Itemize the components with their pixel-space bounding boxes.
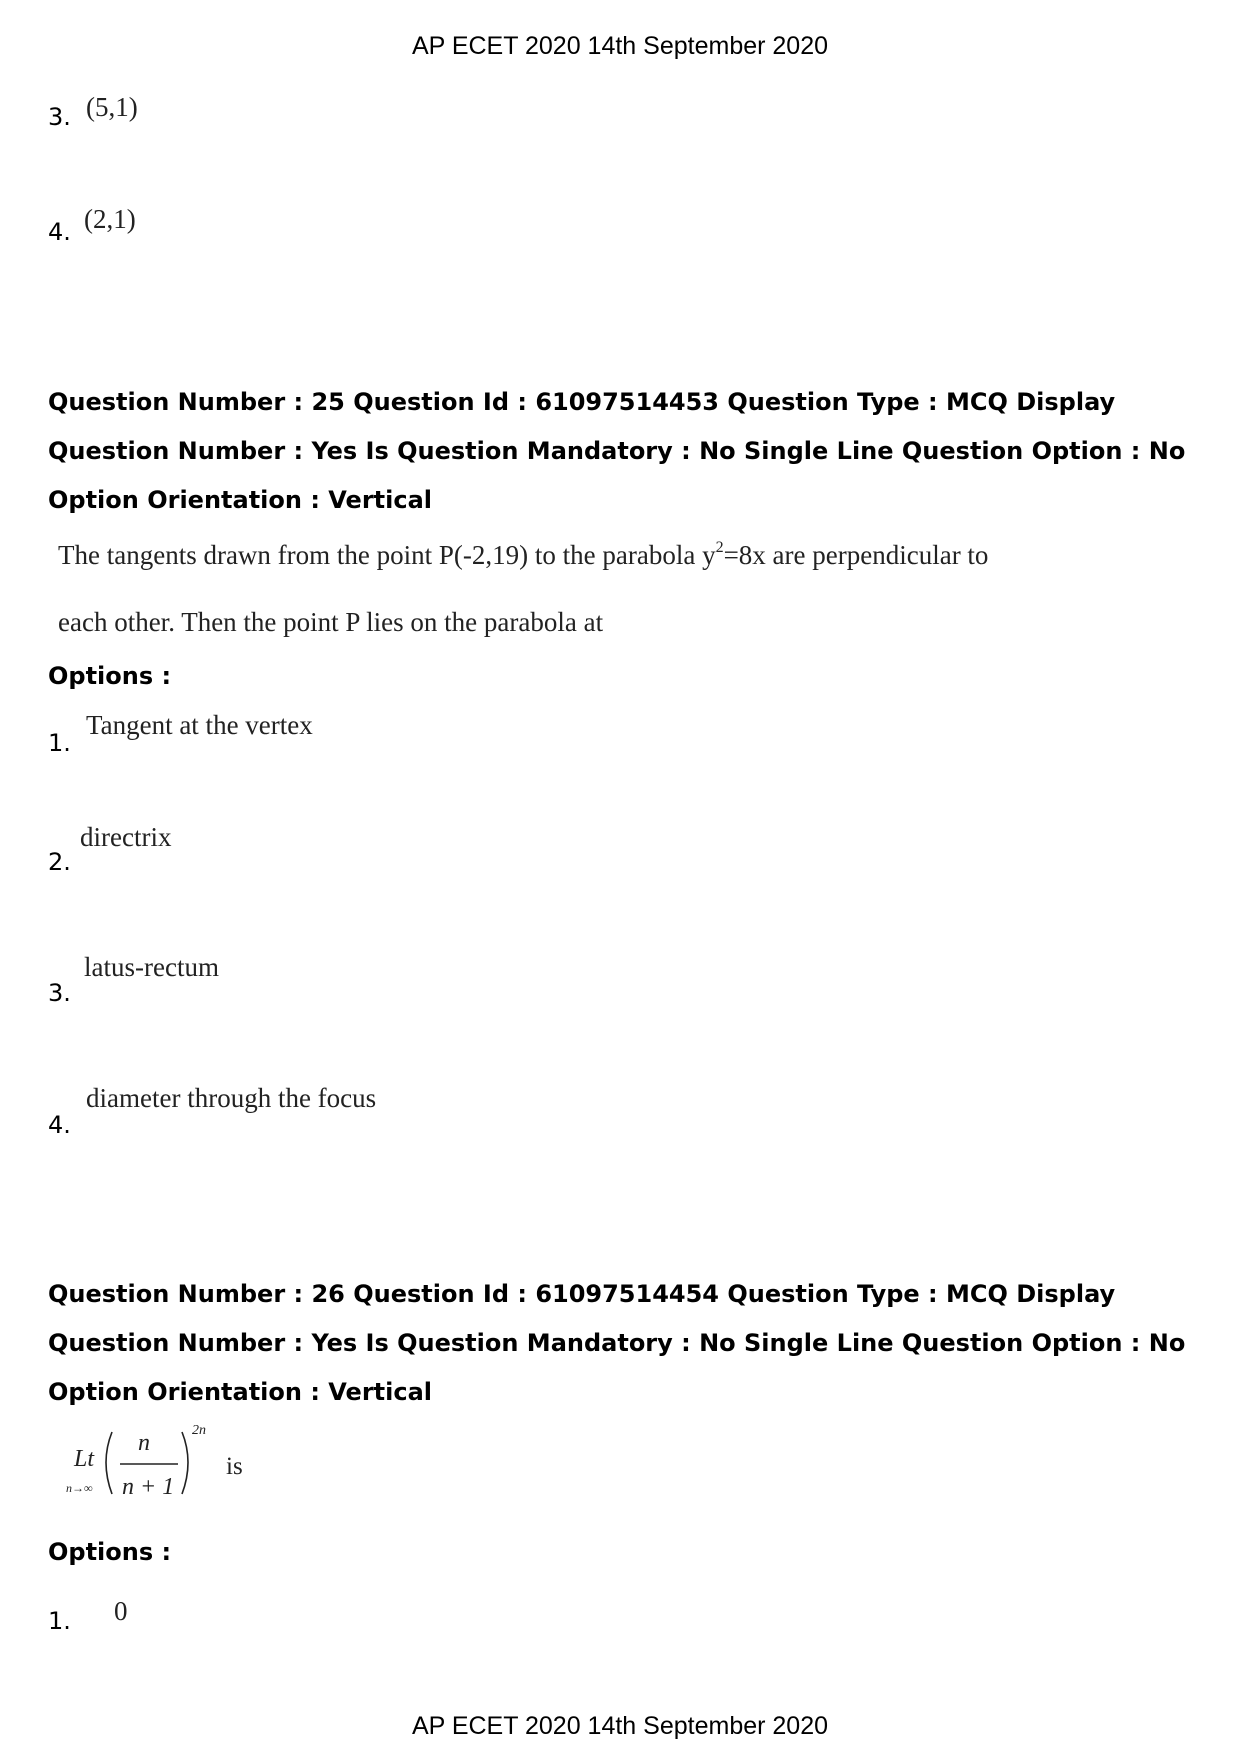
page-header: AP ECET 2020 14th September 2020 — [411, 32, 829, 60]
question-26-heading: Question Number : 26 Question Id : 61097514454 Question Type : MCQ Display Question Number : Yes Is Question Mandatory : No Single Line Question Option : No Option Orientation : Vertical — [48, 1280, 1186, 1406]
option-text: Tangent at the vertex — [86, 710, 313, 740]
exponent: 2n — [192, 1423, 206, 1438]
option-number: 3. — [48, 979, 71, 1007]
fraction-numerator: n — [138, 1430, 150, 1456]
page-footer: AP ECET 2020 14th September 2020 — [411, 1712, 829, 1740]
question-25-text-line2: each other. Then the point P lies on the parabola at — [58, 607, 604, 637]
limit-symbol: Lt — [74, 1446, 95, 1472]
superscript: 2 — [715, 539, 724, 556]
limit-subscript: n→∞ — [66, 1481, 93, 1495]
options-label: Options : — [48, 1538, 172, 1566]
option-text: (2,1) — [84, 204, 136, 234]
left-paren — [106, 1432, 112, 1494]
fraction-denominator: n + 1 — [122, 1474, 175, 1500]
limit-expression — [62, 1418, 262, 1508]
question-text-part: The tangents drawn from the point P(-2,19) to the parabola y — [58, 540, 716, 570]
option-text: latus-rectum — [84, 952, 219, 982]
option-number: 2. — [48, 848, 71, 876]
right-paren — [182, 1432, 188, 1494]
option-number: 1. — [48, 1607, 71, 1635]
option-number: 4. — [48, 1111, 71, 1139]
option-number: 1. — [48, 729, 71, 757]
option-number: 3. — [48, 103, 71, 131]
options-label: Options : — [48, 662, 172, 690]
question-text-part: =8x are perpendicular to — [723, 540, 989, 570]
question-25-text-line1 — [58, 540, 988, 571]
expression-suffix: is — [226, 1453, 243, 1480]
option-text: diameter through the focus — [86, 1083, 377, 1113]
question-25-heading: Question Number : 25 Question Id : 61097514453 Question Type : MCQ Display Question Number : Yes Is Question Mandatory : No Single Line Question Option : No Option Orientation : Vertical — [48, 388, 1186, 514]
option-text: 0 — [114, 1596, 128, 1626]
option-text: directrix — [80, 822, 172, 852]
option-text: (5,1) — [86, 92, 138, 122]
option-number: 4. — [48, 218, 71, 246]
